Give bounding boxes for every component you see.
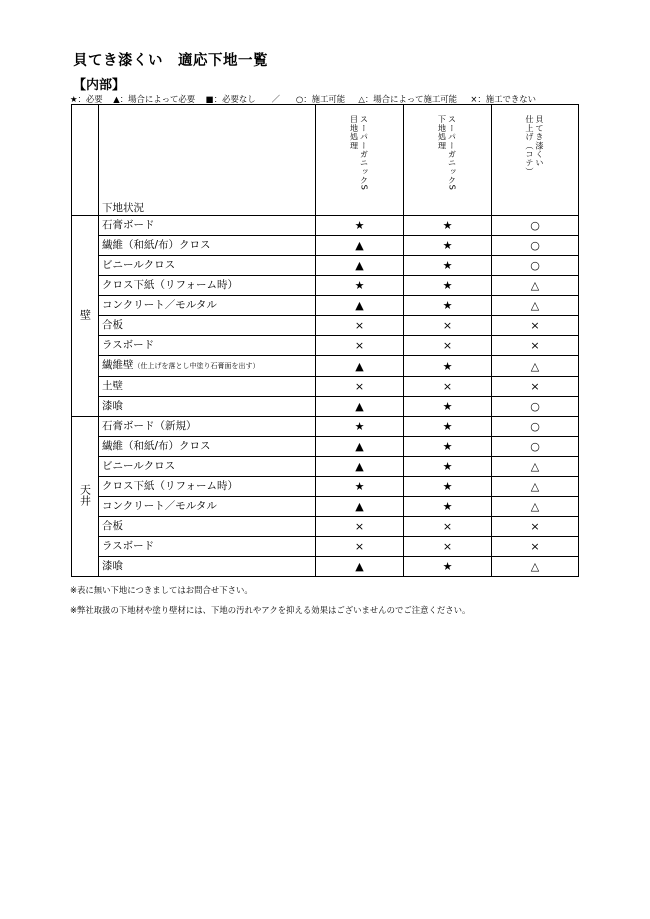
- mark-cell: ×: [404, 517, 492, 537]
- condition-label: ビニールクロス: [102, 259, 176, 271]
- mark-cell: ×: [404, 316, 492, 336]
- mark-cell: ★: [316, 417, 404, 437]
- condition-cell: [99, 236, 316, 256]
- mark-cell: △: [492, 296, 579, 316]
- mark-cell: △: [492, 356, 579, 377]
- condition-label: クロス下紙（リフォーム時）: [102, 279, 238, 291]
- mark-cell: ★: [404, 497, 492, 517]
- condition-label: 繊維（和紙/布）クロス: [102, 239, 211, 251]
- condition-cell: [99, 276, 316, 296]
- mark-cell: ★: [404, 397, 492, 417]
- mark-cell: ★: [404, 557, 492, 577]
- header-col-joint-product: スーパーガニックS: [359, 115, 370, 191]
- mark-cell: △: [492, 497, 579, 517]
- mark-cell: ×: [492, 537, 579, 557]
- condition-label: 石膏ボード（新規）: [102, 420, 197, 432]
- table-row: [72, 417, 579, 437]
- mark-cell: ★: [404, 276, 492, 296]
- mark-cell: ▲: [316, 397, 404, 417]
- mark-cell: ×: [316, 537, 404, 557]
- mark-cell: ★: [316, 276, 404, 296]
- group-label-text: 天井: [78, 484, 92, 506]
- condition-cell: [99, 537, 316, 557]
- substrate-table: [71, 104, 579, 577]
- mark-cell: ★: [404, 236, 492, 256]
- condition-cell: [99, 517, 316, 537]
- condition-label: 漆喰: [102, 400, 123, 412]
- table-row: [72, 397, 579, 417]
- table-row: [72, 537, 579, 557]
- mark-cell: ○: [492, 417, 579, 437]
- condition-label: 土壁: [102, 380, 123, 392]
- mark-cell: ★: [404, 477, 492, 497]
- note-caution: ※弊社取扱の下地材や塗り壁材には、下地の汚れやアクを抑える効果はございませんのでご注意ください。: [70, 605, 471, 615]
- mark-cell: ★: [404, 216, 492, 236]
- mark-cell: ×: [492, 316, 579, 336]
- mark-cell: △: [492, 477, 579, 497]
- mark-cell: ×: [316, 517, 404, 537]
- header-col-finish: [492, 105, 579, 216]
- legend-not-possible: ×：施工できない: [470, 94, 536, 104]
- mark-cell: ★: [404, 256, 492, 276]
- condition-cell: [99, 557, 316, 577]
- table-row: [72, 457, 579, 477]
- condition-cell: [99, 397, 316, 417]
- condition-cell: [99, 457, 316, 477]
- mark-cell: ×: [492, 336, 579, 356]
- mark-cell: ×: [404, 336, 492, 356]
- mark-cell: ○: [492, 216, 579, 236]
- legend-sometimes-required: ▲：場合によって必要: [113, 94, 196, 104]
- legend-required: ★：必要: [70, 94, 103, 104]
- condition-cell: [99, 296, 316, 316]
- table-row: [72, 336, 579, 356]
- group-label: [72, 216, 99, 417]
- condition-label: クロス下紙（リフォーム時）: [102, 480, 238, 492]
- group-label-text: 壁: [78, 309, 92, 320]
- condition-label: 合板: [102, 319, 123, 331]
- mark-cell: ○: [492, 397, 579, 417]
- mark-cell: ▲: [316, 236, 404, 256]
- condition-cell: [99, 417, 316, 437]
- mark-cell: ▲: [316, 497, 404, 517]
- table-row: [72, 216, 579, 236]
- mark-cell: △: [492, 557, 579, 577]
- group-label: [72, 417, 99, 577]
- mark-cell: ▲: [316, 457, 404, 477]
- condition-cell: [99, 256, 316, 276]
- condition-label: コンクリート／モルタル: [102, 299, 217, 311]
- mark-cell: ×: [404, 537, 492, 557]
- header-col-finish-product: 貝てき漆くい: [535, 115, 545, 168]
- condition-label: 石膏ボード: [102, 219, 155, 231]
- mark-cell: ★: [316, 216, 404, 236]
- legend-not-required: ■：必要なし: [205, 94, 256, 104]
- mark-cell: ▲: [316, 296, 404, 316]
- table-header-row: [72, 105, 579, 216]
- table-row: [72, 497, 579, 517]
- header-col-base: [404, 105, 492, 216]
- note-inquiry: ※表に無い下地につきましてはお問合せ下さい。: [70, 585, 253, 595]
- table-row: [72, 517, 579, 537]
- table-row: [72, 256, 579, 276]
- mark-cell: ×: [492, 377, 579, 397]
- condition-label: 繊維壁: [102, 359, 134, 371]
- mark-cell: ★: [404, 356, 492, 377]
- table-row: [72, 316, 579, 336]
- mark-cell: ▲: [316, 256, 404, 276]
- condition-label: ラスボード: [102, 339, 155, 351]
- header-condition: 下地状況: [99, 105, 316, 216]
- condition-label: 合板: [102, 520, 123, 532]
- header-col-joint-process: 目地処理: [349, 115, 360, 150]
- section-heading: 【内部】: [73, 78, 126, 93]
- condition-cell: [99, 377, 316, 397]
- header-col-joint: [316, 105, 404, 216]
- mark-cell: ▲: [316, 557, 404, 577]
- condition-cell: [99, 336, 316, 356]
- mark-cell: ★: [404, 296, 492, 316]
- header-col-finish-process: 仕上げ（コテ）: [525, 115, 535, 176]
- condition-cell: [99, 216, 316, 236]
- legend-sometimes-possible: △：場合によって施工可能: [358, 94, 457, 104]
- condition-label: ビニールクロス: [102, 460, 176, 472]
- table-row: [72, 236, 579, 256]
- mark-cell: ×: [316, 316, 404, 336]
- mark-cell: ○: [492, 236, 579, 256]
- table-row: [72, 296, 579, 316]
- page-title: 貝てき漆くい 適応下地一覧: [73, 53, 268, 69]
- mark-cell: ★: [316, 477, 404, 497]
- condition-label: コンクリート／モルタル: [102, 500, 217, 512]
- mark-cell: ★: [404, 417, 492, 437]
- condition-label: 繊維（和紙/布）クロス: [102, 440, 211, 452]
- mark-cell: △: [492, 457, 579, 477]
- header-col-base-product: スーパーガニックS: [447, 115, 458, 191]
- condition-cell: [99, 316, 316, 336]
- mark-cell: ○: [492, 437, 579, 457]
- mark-cell: ★: [404, 457, 492, 477]
- mark-cell: ×: [492, 517, 579, 537]
- mark-cell: ▲: [316, 356, 404, 377]
- condition-cell: [99, 497, 316, 517]
- condition-cell: [99, 437, 316, 457]
- mark-cell: ○: [492, 256, 579, 276]
- mark-cell: ★: [404, 437, 492, 457]
- mark-cell: ×: [316, 336, 404, 356]
- condition-cell: [99, 356, 316, 377]
- legend-possible: ○：施工可能: [295, 94, 346, 104]
- table-row: [72, 356, 579, 377]
- mark-cell: △: [492, 276, 579, 296]
- table-row: [72, 477, 579, 497]
- legend-separator: ／: [271, 94, 280, 104]
- table-row: [72, 557, 579, 577]
- table-row: [72, 377, 579, 397]
- table-row: [72, 437, 579, 457]
- mark-cell: ▲: [316, 437, 404, 457]
- condition-label: 漆喰: [102, 560, 123, 572]
- condition-label: ラスボード: [102, 540, 155, 552]
- header-group-cell: [72, 105, 99, 216]
- mark-cell: ×: [404, 377, 492, 397]
- condition-cell: [99, 477, 316, 497]
- mark-cell: ×: [316, 377, 404, 397]
- condition-note: （仕上げを落とし中塗り石膏面を出す）: [133, 362, 260, 370]
- table-row: [72, 276, 579, 296]
- header-col-base-process: 下地処理: [437, 115, 448, 150]
